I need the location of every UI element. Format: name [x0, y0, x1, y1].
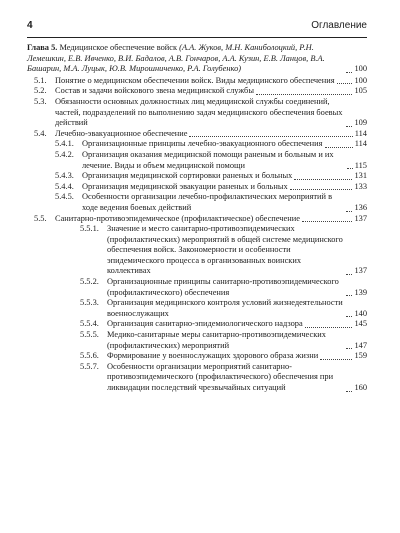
- entry-title: Значение и место санитарно-противоэпидемических (профилактических) мероприятий в общей системе медицинского обеспечения войск. Закономерности и особенности эпидемического процесса в организованных воинских коллективах: [107, 224, 343, 276]
- entry-title: Организация оказания медицинской помощи раненым и больным и их лечение. Виды и объем медицинской помощи: [82, 149, 334, 170]
- entry-title: Организация санитарно-эпидемиологического надзора: [107, 319, 303, 329]
- chapter-authors: (А.А. Жуков, М.Н. Каниболоцкий, Р.Н. Лемешкин, Е.В. Ивченко, В.И. Бадалов, А.В. Гончаров, А.А. Кузин, Е.В. Ланцов, В.А. Башарин, М.А. Луцык, Ю.В. Мирошниченко, Р.А. Голубенко): [27, 43, 325, 74]
- entry-number: 5.4.: [34, 128, 47, 138]
- entry-title: Особенности организации лечебно-профилактических мероприятий в ходе ведения боевых действий: [82, 192, 333, 212]
- toc-entry[interactable]: [27, 224, 367, 277]
- toc-entry[interactable]: [27, 171, 367, 182]
- dot-leader: [346, 316, 352, 317]
- entry-page: 131: [354, 171, 367, 181]
- chapter-title: Медицинское обеспечение войск: [59, 43, 178, 52]
- entry-title: Формирование у военнослужащих здорового образа жизни: [107, 351, 319, 361]
- entry-page: 147: [354, 340, 367, 350]
- toc-entry[interactable]: [27, 351, 367, 362]
- entry-page: 145: [354, 319, 367, 329]
- chapter-label: Глава 5.: [27, 43, 58, 52]
- entry-title: Организация медицинской эвакуации раненых и больных: [82, 181, 288, 191]
- entry-number: 5.5.3.: [80, 298, 99, 308]
- entry-page: 139: [354, 287, 367, 297]
- dot-leader: [346, 126, 352, 127]
- header-rule: [27, 37, 367, 38]
- entry-page: 136: [354, 202, 367, 212]
- entry-page: 114: [354, 139, 367, 149]
- dot-leader: [346, 274, 352, 275]
- toc-entry[interactable]: [27, 150, 367, 171]
- toc-entry[interactable]: [27, 362, 367, 394]
- entry-page: 159: [354, 351, 367, 361]
- toc-entry[interactable]: [27, 129, 367, 140]
- entry-title: Особенности организации мероприятий санитарно-противоэпидемического (профилактического) обеспечения при ликвидации последствий чрезвычайных ситуаций: [107, 361, 334, 392]
- entry-page: 100: [354, 75, 367, 85]
- entry-number: 5.5.: [34, 213, 47, 223]
- chapter-page: 100: [354, 64, 367, 74]
- dot-leader: [346, 72, 352, 73]
- entry-number: 5.4.4.: [55, 181, 74, 191]
- dot-leader: [346, 211, 352, 212]
- entry-number: 5.4.3.: [55, 171, 74, 181]
- toc-entry[interactable]: [27, 86, 367, 97]
- dot-leader: [294, 179, 352, 180]
- dot-leader: [320, 359, 352, 360]
- dot-leader: [346, 348, 352, 349]
- entry-number: 5.3.: [34, 96, 47, 106]
- dot-leader: [346, 391, 352, 392]
- entry-number: 5.5.5.: [80, 330, 99, 340]
- table-of-contents: [27, 43, 367, 394]
- dot-leader: [337, 83, 353, 84]
- entry-number: 5.1.: [34, 75, 47, 85]
- entry-title: Организационные принципы санитарно-противоэпидемического (профилактического) обеспечения: [107, 277, 339, 297]
- toc-entry[interactable]: [27, 139, 367, 150]
- dot-leader: [325, 147, 353, 148]
- entry-title: Обязанности основных должностных лиц медицинской службы соединений, частей, подразделений по выполнению задач медицинского обеспечения боевых действий: [55, 96, 343, 128]
- dot-leader: [346, 295, 352, 296]
- entry-number: 5.4.5.: [55, 192, 74, 202]
- entry-number: 5.4.1.: [55, 139, 74, 149]
- entry-title: Медико-санитарные меры санитарно-противоэпидемических (профилактических) мероприятий: [107, 330, 326, 350]
- entry-number: 5.4.2.: [55, 149, 74, 159]
- toc-entry[interactable]: [27, 319, 367, 330]
- entry-page: 133: [354, 181, 367, 191]
- dot-leader: [189, 136, 352, 137]
- entry-number: 5.5.1.: [80, 224, 99, 234]
- dot-leader: [290, 189, 353, 190]
- entry-page: 160: [354, 383, 367, 392]
- dot-leader: [302, 221, 353, 222]
- entry-page: 140: [354, 308, 367, 318]
- running-header: [27, 20, 367, 34]
- dot-leader: [305, 327, 353, 328]
- dot-leader: [256, 94, 352, 95]
- entry-title: Организация медицинской сортировки раненых и больных: [82, 171, 293, 181]
- running-title: Оглавление: [311, 20, 367, 31]
- page-number: 4: [27, 20, 33, 31]
- entry-title: Санитарно-противоэпидемическое (профилактическое) обеспечение: [55, 213, 300, 223]
- entry-number: 5.5.2.: [80, 277, 99, 287]
- toc-entry[interactable]: [27, 97, 367, 129]
- toc-entry[interactable]: [27, 214, 367, 225]
- chapter-entry[interactable]: [27, 43, 367, 75]
- entry-page: 115: [354, 160, 367, 170]
- toc-entry[interactable]: [27, 330, 367, 351]
- toc-entry[interactable]: [27, 298, 367, 319]
- entry-number: 5.5.4.: [80, 319, 99, 329]
- entry-page: 114: [354, 128, 367, 138]
- entry-title: Организационные принципы лечебно-эвакуационного обеспечения: [82, 139, 323, 149]
- entry-title: Организация медицинского контроля условий жизнедеятельности военнослужащих: [107, 298, 343, 318]
- entry-number: 5.5.6.: [80, 351, 99, 361]
- entry-title: Лечебно-эвакуационное обеспечение: [55, 128, 188, 138]
- entry-title: Понятие о медицинском обеспечении войск. Виды медицинского обеспечения: [55, 75, 335, 85]
- entry-title: Состав и задачи войскового звена медицинской службы: [55, 86, 254, 96]
- toc-entry[interactable]: [27, 182, 367, 193]
- toc-entry[interactable]: [27, 192, 367, 213]
- toc-entry[interactable]: [27, 76, 367, 87]
- entry-page: 137: [354, 213, 367, 223]
- entry-page: 105: [354, 86, 367, 96]
- dot-leader: [347, 168, 353, 169]
- toc-entry[interactable]: [27, 277, 367, 298]
- entry-number: 5.5.7.: [80, 361, 99, 371]
- entry-number: 5.2.: [34, 86, 47, 96]
- entry-page: 137: [354, 266, 367, 276]
- entry-page: 109: [354, 118, 367, 128]
